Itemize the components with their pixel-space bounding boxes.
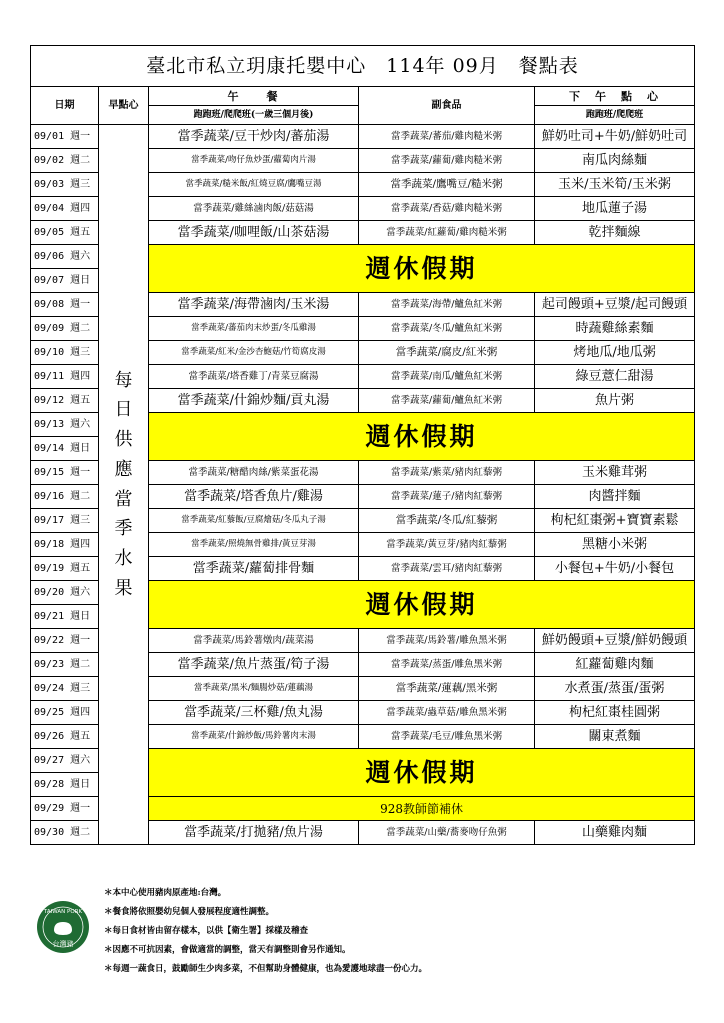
snack-cell: 南瓜肉絲麵	[535, 149, 695, 173]
date-cell: 09/09 週二	[31, 317, 99, 341]
weekend-holiday-cell: 週休假期	[149, 581, 695, 629]
breakfast-char: 當	[114, 488, 133, 510]
side-dish-cell: 當季蔬菜/山藥/蕎麥吻仔魚粥	[359, 821, 535, 845]
date-cell: 09/01 週一	[31, 125, 99, 149]
note-line: ＊每週一蔬食日，鼓勵師生少肉多菜，不但幫助身體健康，也為愛護地球盡一份心力。	[104, 964, 428, 974]
lunch-cell: 當季蔬菜/蘿蔔排骨麵	[149, 557, 359, 581]
side-dish-cell: 當季蔬菜/雲耳/豬肉紅藜粥	[359, 557, 535, 581]
snack-cell: 起司饅頭+豆漿/起司饅頭	[535, 293, 695, 317]
date-cell: 09/20 週六	[31, 581, 99, 605]
side-dish-header: 副食品	[359, 87, 535, 125]
side-dish-cell: 當季蔬菜/鷹嘴豆/糙米粥	[359, 173, 535, 197]
snack-cell: 綠豆薏仁甜湯	[535, 365, 695, 389]
side-dish-cell: 當季蔬菜/紅蘿蔔/雞肉糙米粥	[359, 221, 535, 245]
note-line: ＊本中心使用豬肉原產地:台灣。	[104, 888, 227, 898]
side-dish-cell: 當季蔬菜/蘿蔔/鱸魚紅米粥	[359, 389, 535, 413]
date-cell: 09/08 週一	[31, 293, 99, 317]
page-title: 臺北市私立玥康托嬰中心 114年 09月 餐點表	[31, 46, 695, 87]
lunch-cell: 當季蔬菜/蕃茄肉末炒蛋/冬瓜雞湯	[149, 317, 359, 341]
side-dish-cell: 當季蔬菜/馬鈴薯/雕魚黑米粥	[359, 629, 535, 653]
lunch-cell: 當季蔬菜/照燒無骨雞排/黃豆芽湯	[149, 533, 359, 557]
weekend-holiday-cell: 週休假期	[149, 749, 695, 797]
snack-cell: 玉米雞茸粥	[535, 461, 695, 485]
lunch-cell: 當季蔬菜/紅米/金沙杏鮑菇/竹筍腐皮湯	[149, 341, 359, 365]
note-line: ＊因應不可抗因素，會做適當的調整，當天有調整則會另作通知。	[104, 945, 351, 955]
snack-cell: 乾拌麵線	[535, 221, 695, 245]
logo-bottom-text: 台灣豬	[52, 940, 74, 948]
lunch-cell: 當季蔬菜/打拋豬/魚片湯	[149, 821, 359, 845]
snack-subheader: 跑跑班/爬爬班	[535, 106, 695, 125]
date-cell: 09/07 週日	[31, 269, 99, 293]
date-cell: 09/18 週四	[31, 533, 99, 557]
date-cell: 09/29 週一	[31, 797, 99, 821]
side-dish-cell: 當季蔬菜/蓮子/豬肉紅藜粥	[359, 485, 535, 509]
side-dish-cell: 當季蔬菜/腐皮/紅米粥	[359, 341, 535, 365]
breakfast-char: 水	[114, 547, 133, 569]
side-dish-cell: 當季蔬菜/蓮藕/黑米粥	[359, 677, 535, 701]
side-dish-cell: 當季蔬菜/毛豆/雕魚黑米粥	[359, 725, 535, 749]
title-row	[31, 46, 695, 87]
date-cell: 09/17 週三	[31, 509, 99, 533]
lunch-cell: 當季蔬菜/吻仔魚炒蛋/蘿蔔肉片湯	[149, 149, 359, 173]
date-cell: 09/27 週六	[31, 749, 99, 773]
side-dish-cell: 當季蔬菜/香菇/雞肉糙米粥	[359, 197, 535, 221]
snack-cell: 小餐包+牛奶/小餐包	[535, 557, 695, 581]
breakfast-header: 早點心	[99, 87, 149, 125]
lunch-cell: 當季蔬菜/馬鈴薯燉肉/蔬菜湯	[149, 629, 359, 653]
snack-cell: 烤地瓜/地瓜粥	[535, 341, 695, 365]
breakfast-char: 季	[114, 518, 133, 540]
snack-header: 下 午 點 心	[535, 87, 695, 106]
snack-cell: 黑糖小米粥	[535, 533, 695, 557]
snack-cell: 紅蘿蔔雞肉麵	[535, 653, 695, 677]
snack-cell: 水煮蛋/蒸蛋/蛋粥	[535, 677, 695, 701]
side-dish-cell: 當季蔬菜/蘿蔔/雞肉糙米粥	[359, 149, 535, 173]
lunch-cell: 當季蔬菜/紅藜飯/豆腐燴菇/冬瓜丸子湯	[149, 509, 359, 533]
snack-cell: 關東煮麵	[535, 725, 695, 749]
header-row	[31, 87, 695, 106]
snack-cell: 山藥雞肉麵	[535, 821, 695, 845]
weekend-holiday-cell: 週休假期	[149, 245, 695, 293]
snack-cell: 鮮奶吐司+牛奶/鮮奶吐司	[535, 125, 695, 149]
lunch-cell: 當季蔬菜/雞絲滷肉飯/菇菇湯	[149, 197, 359, 221]
breakfast-char: 應	[114, 458, 133, 480]
logo-top-text: TAIWAN PORK	[43, 909, 83, 915]
lunch-cell: 當季蔬菜/三杯雞/魚丸湯	[149, 701, 359, 725]
date-cell: 09/26 週五	[31, 725, 99, 749]
side-dish-cell: 當季蔬菜/南瓜/鱸魚紅米粥	[359, 365, 535, 389]
date-cell: 09/25 週四	[31, 701, 99, 725]
lunch-cell: 當季蔬菜/什錦炒飯/馬鈴薯肉末湯	[149, 725, 359, 749]
snack-cell: 肉醬拌麵	[535, 485, 695, 509]
make-up-holiday-cell: 928教師節補休	[149, 797, 695, 821]
date-cell: 09/10 週三	[31, 341, 99, 365]
lunch-subheader: 跑跑班/爬爬班(一歲三個月後)	[149, 106, 359, 125]
snack-cell: 鮮奶饅頭+豆漿/鮮奶饅頭	[535, 629, 695, 653]
date-cell: 09/14 週日	[31, 437, 99, 461]
lunch-cell: 當季蔬菜/豆干炒肉/蕃茄湯	[149, 125, 359, 149]
date-cell: 09/21 週日	[31, 605, 99, 629]
snack-cell: 地瓜蓮子湯	[535, 197, 695, 221]
side-dish-cell: 當季蔬菜/蟲草菇/雕魚黑米粥	[359, 701, 535, 725]
date-cell: 09/22 週一	[31, 629, 99, 653]
date-cell: 09/05 週五	[31, 221, 99, 245]
snack-cell: 枸杞紅棗桂圓粥	[535, 701, 695, 725]
note-line: ＊每日食材皆由留存樣本，以供【衛生署】採樣及稽查	[104, 926, 309, 936]
snack-cell: 時蔬雞絲素麵	[535, 317, 695, 341]
date-cell: 09/24 週三	[31, 677, 99, 701]
menu-table	[30, 45, 695, 845]
breakfast-char: 每	[114, 369, 133, 391]
menu-sheet	[30, 45, 694, 845]
table-row	[31, 125, 695, 149]
lunch-cell: 當季蔬菜/黑米/麵腸炒菇/蓮藕湯	[149, 677, 359, 701]
date-cell: 09/13 週六	[31, 413, 99, 437]
side-dish-cell: 當季蔬菜/海帶/鱸魚紅米粥	[359, 293, 535, 317]
date-cell: 09/19 週五	[31, 557, 99, 581]
date-cell: 09/12 週五	[31, 389, 99, 413]
date-cell: 09/03 週三	[31, 173, 99, 197]
side-dish-cell: 當季蔬菜/冬瓜/紅藜粥	[359, 509, 535, 533]
breakfast-char: 果	[114, 577, 133, 599]
note-line: ＊餐食將依照嬰幼兒個人發展程度適性調整。	[104, 907, 275, 917]
lunch-cell: 當季蔬菜/海帶滷肉/玉米湯	[149, 293, 359, 317]
breakfast-cell	[99, 125, 149, 845]
date-cell: 09/30 週二	[31, 821, 99, 845]
snack-cell: 玉米/玉米筍/玉米粥	[535, 173, 695, 197]
lunch-cell: 當季蔬菜/什錦炒麵/貢丸湯	[149, 389, 359, 413]
side-dish-cell: 當季蔬菜/冬瓜/鱸魚紅米粥	[359, 317, 535, 341]
side-dish-cell: 當季蔬菜/紫菜/豬肉紅藜粥	[359, 461, 535, 485]
snack-cell: 魚片粥	[535, 389, 695, 413]
notes-block	[104, 884, 684, 979]
breakfast-char: 供	[114, 429, 133, 451]
date-cell: 09/02 週二	[31, 149, 99, 173]
date-cell: 09/11 週四	[31, 365, 99, 389]
date-cell: 09/06 週六	[31, 245, 99, 269]
taiwan-pork-logo	[36, 900, 90, 954]
weekend-holiday-cell: 週休假期	[149, 413, 695, 461]
lunch-cell: 當季蔬菜/塔香魚片/雞湯	[149, 485, 359, 509]
side-dish-cell: 當季蔬菜/蒸蛋/雕魚黑米粥	[359, 653, 535, 677]
lunch-cell: 當季蔬菜/咖哩飯/山茶菇湯	[149, 221, 359, 245]
lunch-cell: 當季蔬菜/魚片蒸蛋/筍子湯	[149, 653, 359, 677]
date-cell: 09/04 週四	[31, 197, 99, 221]
date-cell: 09/23 週二	[31, 653, 99, 677]
lunch-cell: 當季蔬菜/糙米飯/紅燒豆腐/鷹嘴豆湯	[149, 173, 359, 197]
breakfast-char: 日	[114, 399, 133, 421]
date-cell: 09/16 週二	[31, 485, 99, 509]
lunch-cell: 當季蔬菜/塔香雞丁/青菜豆腐湯	[149, 365, 359, 389]
lunch-header: 午 餐	[149, 87, 359, 106]
snack-cell: 枸杞紅棗粥+寶寶素鬆	[535, 509, 695, 533]
date-header: 日期	[31, 87, 99, 125]
side-dish-cell: 當季蔬菜/蕃茄/雞肉糙米粥	[359, 125, 535, 149]
lunch-cell: 當季蔬菜/糖醋肉絲/紫菜蛋花湯	[149, 461, 359, 485]
date-cell: 09/28 週日	[31, 773, 99, 797]
side-dish-cell: 當季蔬菜/黃豆芽/豬肉紅藜粥	[359, 533, 535, 557]
date-cell: 09/15 週一	[31, 461, 99, 485]
